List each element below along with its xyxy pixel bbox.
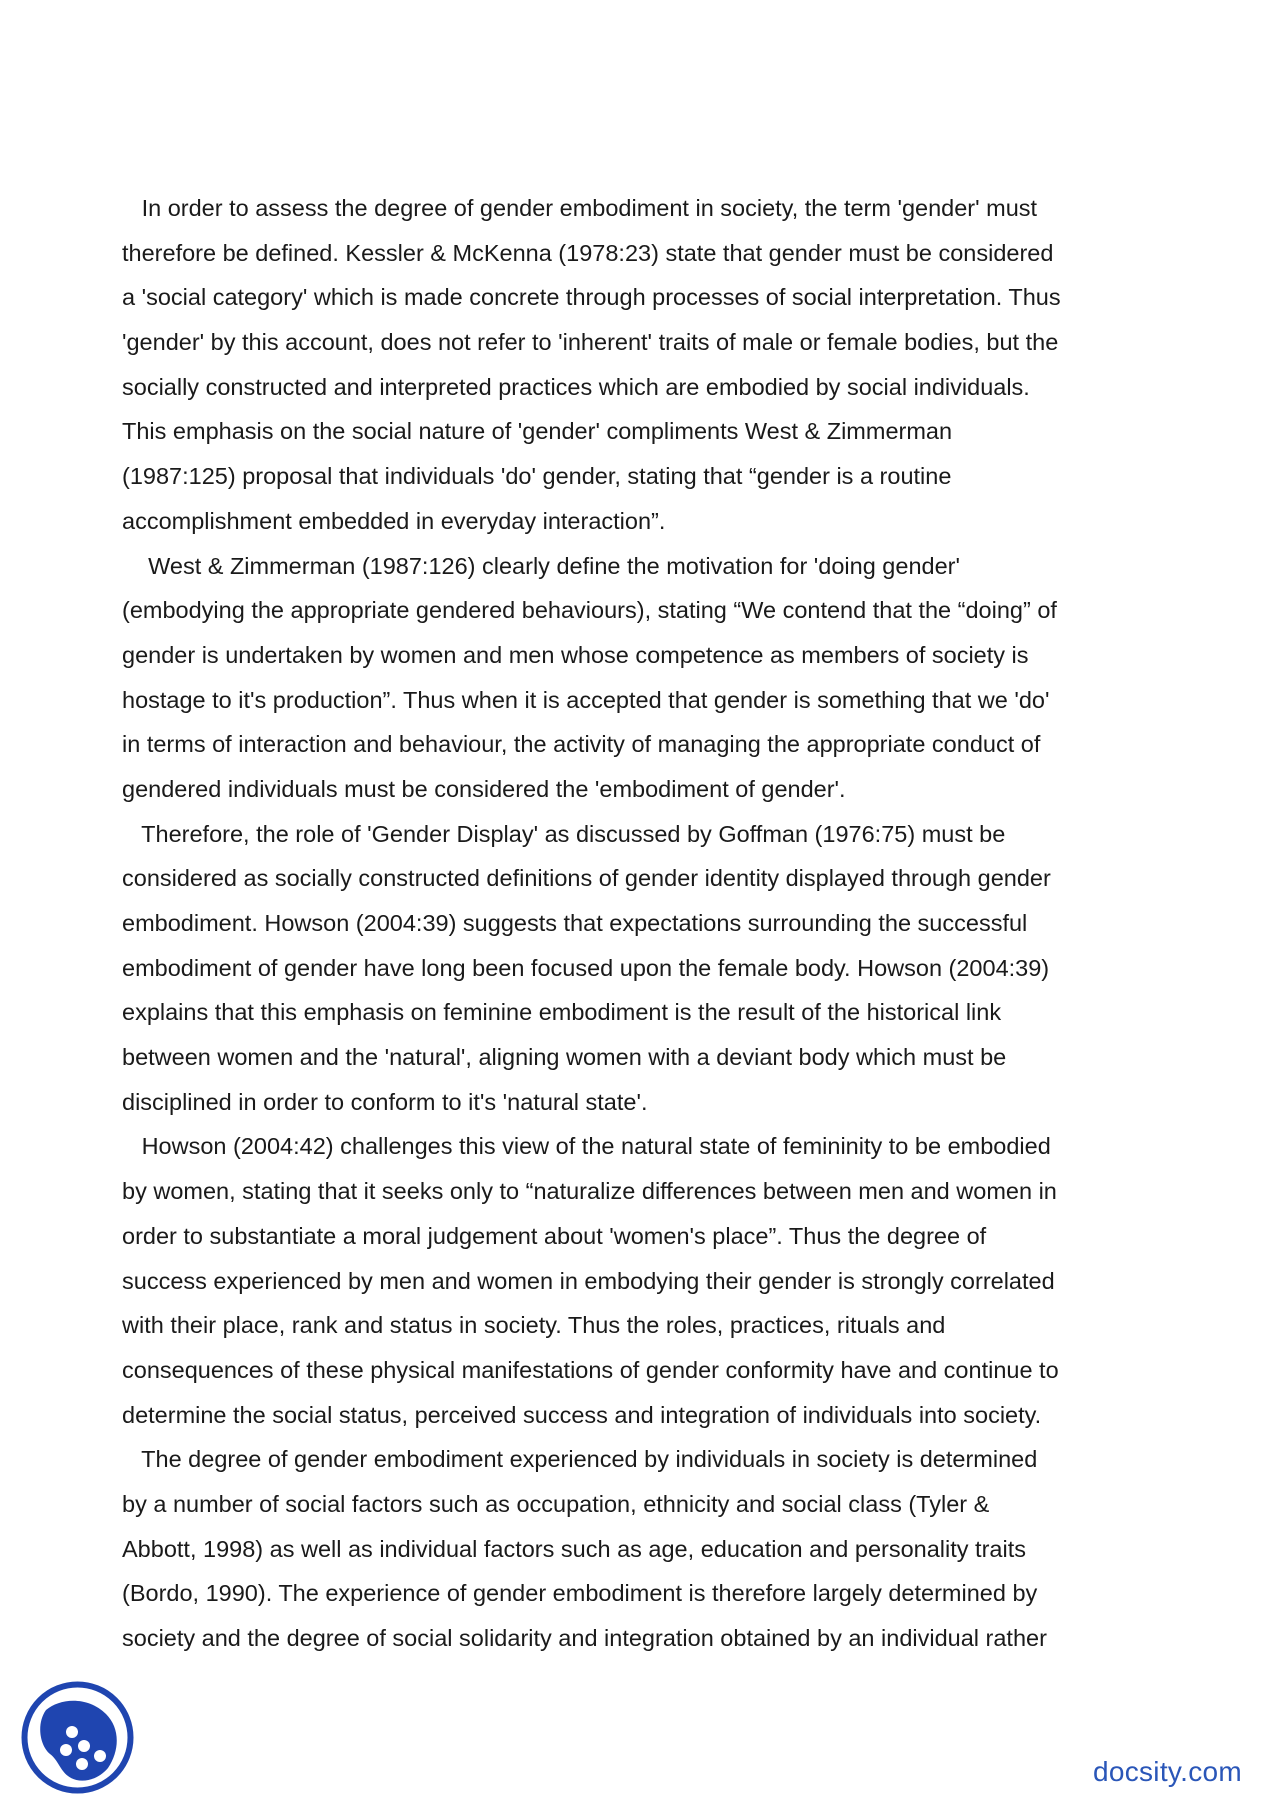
text-line: socially constructed and interpreted practices which are embodied by social individuals. xyxy=(122,373,1030,400)
text-line: gendered individuals must be considered the 'embodiment of gender'. xyxy=(122,775,846,802)
text-line: Therefore, the role of 'Gender Display' as discussed by Goffman (1976:75) must be xyxy=(122,820,1006,847)
text-line: accomplishment embedded in everyday interaction”. xyxy=(122,507,666,534)
text-line: Abbott, 1998) as well as individual factors such as age, education and personality traits xyxy=(122,1535,1026,1562)
text-line: (embodying the appropriate gendered behaviours), stating “We contend that the “doing” of xyxy=(122,597,1057,624)
text-line: society and the degree of social solidarity and integration obtained by an individual rather xyxy=(122,1625,1047,1651)
text-line: embodiment of gender have long been focused upon the female body. Howson (2004:39) xyxy=(122,954,1050,981)
text-line: consequences of these physical manifestations of gender conformity have and continue to xyxy=(122,1356,1059,1383)
text-line: gender is undertaken by women and men whose competence as members of society is xyxy=(122,641,1029,668)
text-line: The degree of gender embodiment experienced by individuals in society is determined xyxy=(122,1446,1038,1473)
text-line: embodiment. Howson (2004:39) suggests that expectations surrounding the successful xyxy=(122,910,1028,936)
text-line: with their place, rank and status in society. Thus the roles, practices, rituals and xyxy=(122,1312,946,1339)
text-line: explains that this emphasis on feminine embodiment is the result of the historical link xyxy=(122,999,1002,1026)
docsity-watermark[interactable]: docsity.com xyxy=(1092,1756,1242,1787)
text-line: West & Zimmerman (1987:126) clearly define the motivation for 'doing gender' xyxy=(122,552,960,579)
document-body xyxy=(122,186,1167,1661)
text-line: success experienced by men and women in embodying their gender is strongly correlated xyxy=(122,1267,1055,1294)
text-line: 'gender' by this account, does not refer to 'inherent' traits of male or female bodies, but the xyxy=(122,329,1059,356)
text-line: in terms of interaction and behaviour, the activity of managing the appropriate conduct of xyxy=(122,731,1041,758)
text-line: (1987:125) proposal that individuals 'do' gender, stating that “gender is a routine xyxy=(122,463,952,490)
text-line: a 'social category' which is made concrete through processes of social interpretation. Thus xyxy=(122,284,1061,311)
text-line: determine the social status, perceived success and integration of individuals into society. xyxy=(122,1401,1042,1428)
text-line: order to substantiate a moral judgement about 'women's place”. Thus the degree of xyxy=(122,1222,987,1249)
docsity-logo-icon[interactable] xyxy=(20,1680,135,1795)
text-line: In order to assess the degree of gender embodiment in society, the term 'gender' must xyxy=(122,195,1038,221)
text-line: disciplined in order to conform to it's 'natural state'. xyxy=(122,1088,648,1115)
text-line: between women and the 'natural', aligning women with a deviant body which must be xyxy=(122,1044,1007,1071)
text-line: Howson (2004:42) challenges this view of the natural state of femininity to be embodied xyxy=(122,1133,1051,1160)
text-line: (Bordo, 1990). The experience of gender embodiment is therefore largely determined by xyxy=(122,1580,1038,1607)
text-line: by a number of social factors such as occupation, ethnicity and social class (Tyler & xyxy=(122,1490,990,1517)
text-line: by women, stating that it seeks only to “naturalize differences between men and women in xyxy=(122,1178,1057,1205)
text-line: hostage to it's production”. Thus when it is accepted that gender is something that we 'do' xyxy=(122,686,1050,713)
text-line: considered as socially constructed definitions of gender identity displayed through gender xyxy=(122,865,1051,892)
text-line: This emphasis on the social nature of 'gender' compliments West & Zimmerman xyxy=(122,418,953,445)
text-line: therefore be defined. Kessler & McKenna (1978:23) state that gender must be considered xyxy=(122,239,1054,266)
